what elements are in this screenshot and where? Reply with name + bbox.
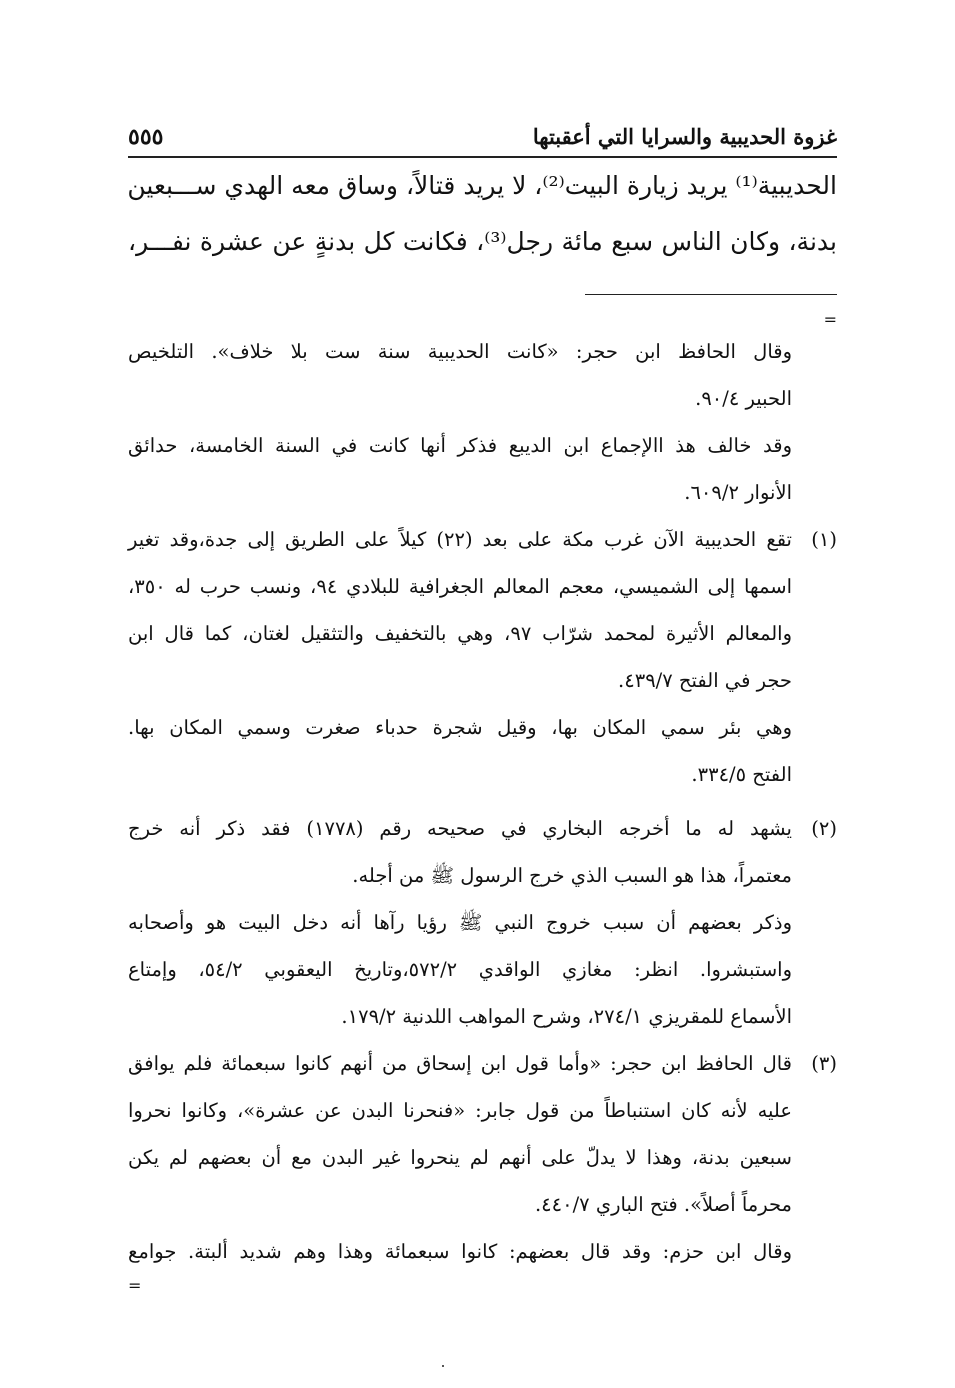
footnote-line: قال الحافظ ابن حجر: «وأما قول ابن إسحاق من أنهم كانوا سبعمائة فلم يوافق [128, 1052, 792, 1075]
footnote-line: حجر في الفتح ٤٣٩/٧. [618, 669, 792, 692]
main-text-line: بدنة، وكان الناس سبع مائة رجل⁽³⁾، فكانت كل بدنةٍ عن عشرة نفـــر، [128, 227, 837, 256]
footnote-line: وقد خالف هذ االإجماع ابن الديبع فذكر أنها كانت في السنة الخامسة، حدائق [128, 434, 792, 457]
footnote-line: اسمها إلى الشميسي، معجم المعالم الجغرافية للبلادي ٩٤، ونسب حرب له ٣٥٠، [128, 575, 792, 598]
footnote-1 [128, 520, 837, 708]
footnote-3 [128, 1044, 837, 1232]
footnote-number: (٢) [811, 817, 837, 840]
running-title: غزوة الحديبية والسرايا التي أعقبتها [532, 124, 837, 149]
footnote-number: (٣) [811, 1052, 837, 1075]
footnote-continued-paragraph [128, 332, 837, 426]
page-number: ٥٥٥ [128, 124, 164, 150]
footnote-line: وقال ابن حزم: وقد قال بعضهم: كانوا سبعمائة وهذا وهم شديد ألبتة. جوامع [128, 1240, 792, 1263]
footnote-line: عليه لأنه كان استنباطاً من قول جابر: «فنحرنا البدن عن عشرة»، وكانوا نحروا [128, 1099, 792, 1122]
footnotes [128, 332, 837, 1279]
footnote-line: يشهد له ما أخرجه البخاري في صحيحه رقم (١٧٧٨) فقد ذكر أنه خرج [128, 817, 792, 840]
footnote-separator [585, 294, 837, 295]
footnote-line: سبعين بدنة، وهذا لا يدلّ على أنهم لم ينحروا غير البدن مع أن بعضهم لم يكن [128, 1146, 792, 1169]
main-text [128, 164, 837, 276]
footnote-line: وذكر بعضهم أن سبب خروج النبي ﷺ رؤيا رآها أنه دخل البيت هو وأصحابه [128, 911, 792, 934]
footnote-line: تقع الحديبية الآن غرب مكة على بعد (٢٢) كيلاً على الطريق إلى جدة،وقد تغير [128, 528, 792, 551]
continuation-mark-bottom: = [128, 1276, 142, 1295]
footnote-3-paragraph [128, 1232, 837, 1279]
footnote-line: الفتح ٣٣٤/٥. [691, 763, 792, 786]
footnote-line: وهي بئر سمي المكان بها، وقيل شجرة حدباء صغرت وسمي المكان بها. [128, 716, 792, 739]
page-header [128, 124, 837, 154]
header-rule [128, 156, 837, 158]
continuation-mark-top: = [823, 310, 837, 329]
footnote-2 [128, 809, 837, 903]
footnote-continued-paragraph [128, 426, 837, 520]
footnote-line: واستبشروا. انظر: مغازي الواقدي ٥٧٢/٢،وتاريخ اليعقوبي ٥٤/٢، وإمتاع [128, 958, 792, 981]
footnote-line: الأنوار ٦٠٩/٢. [684, 481, 792, 504]
scan-dot [442, 1365, 444, 1367]
footnote-line: محرماً أصلاً». فتح الباري ٤٤٠/٧. [534, 1193, 792, 1216]
footnote-2-paragraph [128, 903, 837, 1044]
footnote-line: والمعالم الأثيرة لمحمد شرّاب ٩٧، وهي بالتخفيف والتثقيل لغتان، كما قال ابن [128, 622, 792, 645]
footnote-line: معتمراً، هذا هو السبب الذي خرج الرسول ﷺ من أجله. [352, 864, 792, 887]
footnote-1-paragraph [128, 708, 837, 802]
footnote-line: الحبير ٩٠/٤. [695, 387, 792, 410]
footnote-line: الأسماع للمقريزي ٢٧٤/١، وشرح المواهب اللدنية ١٧٩/٢. [341, 1005, 792, 1028]
footnote-number: (١) [811, 528, 837, 551]
main-text-line: الحديبية⁽¹⁾ يريد زيارة البيت⁽²⁾، لا يريد قتالاً، وساق معه الهدي ســـبعين [127, 171, 837, 200]
footnote-line: وقال الحافظ ابن حجر: «كانت الحديبية سنة ست بلا خلاف». التلخيص [128, 340, 792, 363]
